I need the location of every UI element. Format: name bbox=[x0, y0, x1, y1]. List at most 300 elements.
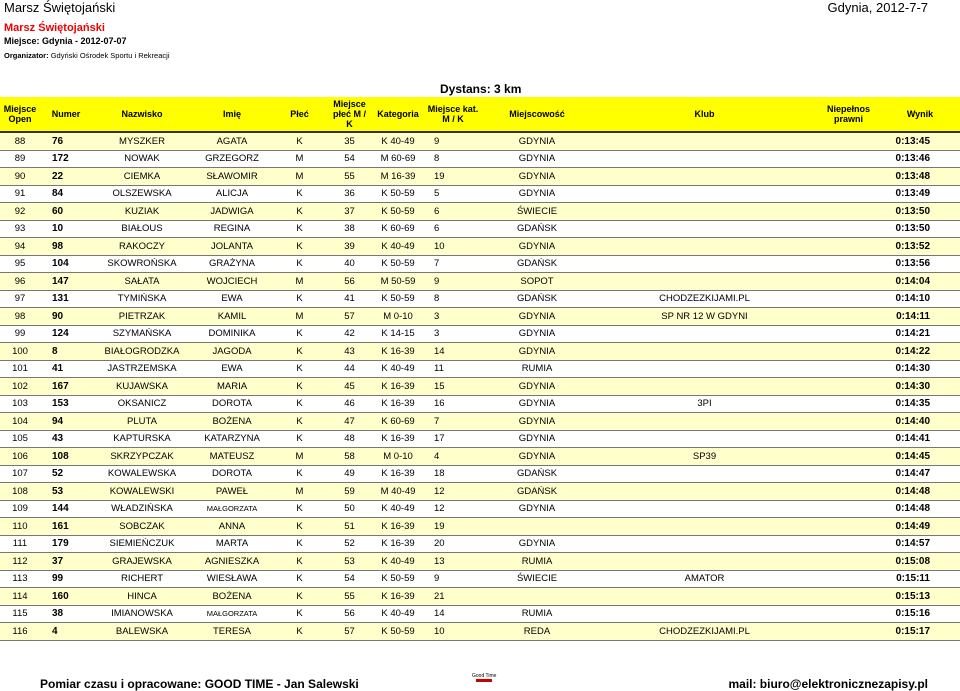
cell-place-open: 95 bbox=[0, 255, 40, 273]
cell-sex: M bbox=[272, 448, 327, 466]
cell-place-open: 97 bbox=[0, 290, 40, 308]
cell-sex: K bbox=[272, 570, 327, 588]
column-header-disability: Niepełnos prawni bbox=[817, 97, 880, 132]
cell-first-name: DOMINIKA bbox=[192, 325, 272, 343]
cell-disability bbox=[817, 168, 880, 186]
cell-town: GDYNIA bbox=[482, 150, 592, 168]
cell-place-sex: 54 bbox=[327, 150, 372, 168]
cell-place-category: 9 bbox=[424, 273, 482, 291]
table-row bbox=[0, 395, 960, 413]
cell-disability bbox=[817, 605, 880, 623]
cell-disability bbox=[817, 360, 880, 378]
cell-place-category: 15 bbox=[424, 378, 482, 396]
cell-disability bbox=[817, 518, 880, 536]
cell-category: M 0-10 bbox=[372, 308, 424, 326]
column-header-place-open: Miejsce Open bbox=[0, 97, 40, 132]
cell-place-sex: 46 bbox=[327, 395, 372, 413]
cell-place-sex: 51 bbox=[327, 518, 372, 536]
cell-category: K 16-39 bbox=[372, 343, 424, 361]
cell-place-open: 93 bbox=[0, 220, 40, 238]
cell-sex: K bbox=[272, 203, 327, 221]
cell-town: GDYNIA bbox=[482, 430, 592, 448]
column-header-bib-number: Numer bbox=[40, 97, 92, 132]
cell-disability bbox=[817, 448, 880, 466]
cell-town: GDYNIA bbox=[482, 378, 592, 396]
cell-club bbox=[592, 238, 817, 256]
table-row bbox=[0, 203, 960, 221]
cell-disability bbox=[817, 203, 880, 221]
cell-first-name: KAMIL bbox=[192, 308, 272, 326]
table-header-row bbox=[0, 97, 960, 132]
cell-sex: K bbox=[272, 500, 327, 518]
cell-bib-number: 161 bbox=[40, 518, 92, 536]
cell-place-category: 14 bbox=[424, 343, 482, 361]
cell-category: K 50-59 bbox=[372, 255, 424, 273]
cell-first-name: JOLANTA bbox=[192, 238, 272, 256]
cell-place-category: 19 bbox=[424, 518, 482, 536]
logo-bar bbox=[476, 679, 492, 682]
cell-first-name: ALICJA bbox=[192, 185, 272, 203]
cell-town bbox=[482, 518, 592, 536]
event-place: Miejsce: Gdynia - 2012-07-07 bbox=[4, 36, 127, 46]
cell-town: GDYNIA bbox=[482, 325, 592, 343]
cell-sex: K bbox=[272, 465, 327, 483]
cell-first-name: WOJCIECH bbox=[192, 273, 272, 291]
table-row bbox=[0, 150, 960, 168]
cell-category: K 14-15 bbox=[372, 325, 424, 343]
table-row bbox=[0, 500, 960, 518]
cell-place-category: 17 bbox=[424, 430, 482, 448]
cell-sex: K bbox=[272, 588, 327, 606]
cell-town: ŚWIECIE bbox=[482, 203, 592, 221]
cell-club bbox=[592, 500, 817, 518]
cell-sex: K bbox=[272, 132, 327, 150]
cell-sex: K bbox=[272, 343, 327, 361]
cell-category: M 60-69 bbox=[372, 150, 424, 168]
cell-bib-number: 147 bbox=[40, 273, 92, 291]
cell-sex: K bbox=[272, 605, 327, 623]
cell-club: SP NR 12 W GDYNI bbox=[592, 308, 817, 326]
cell-category: K 50-59 bbox=[372, 290, 424, 308]
column-header-town: Miejscowość bbox=[482, 97, 592, 132]
cell-town: GDAŃSK bbox=[482, 290, 592, 308]
cell-club bbox=[592, 483, 817, 501]
cell-bib-number: 41 bbox=[40, 360, 92, 378]
place-date: Gdynia, 2012-7-7 bbox=[827, 0, 928, 15]
organizer-label: Organizator: bbox=[4, 51, 49, 60]
cell-place-category: 8 bbox=[424, 150, 482, 168]
cell-place-open: 102 bbox=[0, 378, 40, 396]
cell-bib-number: 4 bbox=[40, 623, 92, 641]
cell-place-sex: 54 bbox=[327, 570, 372, 588]
cell-result: 0:15:08 bbox=[880, 553, 960, 571]
cell-result: 0:14:10 bbox=[880, 290, 960, 308]
cell-category: M 40-49 bbox=[372, 483, 424, 501]
cell-bib-number: 84 bbox=[40, 185, 92, 203]
cell-place-category: 14 bbox=[424, 605, 482, 623]
cell-sex: K bbox=[272, 413, 327, 431]
cell-place-open: 91 bbox=[0, 185, 40, 203]
cell-bib-number: 172 bbox=[40, 150, 92, 168]
cell-first-name: DOROTA bbox=[192, 465, 272, 483]
cell-result: 0:14:22 bbox=[880, 343, 960, 361]
cell-disability bbox=[817, 413, 880, 431]
cell-place-open: 104 bbox=[0, 413, 40, 431]
column-header-sex: Płeć bbox=[272, 97, 327, 132]
cell-category: K 16-39 bbox=[372, 378, 424, 396]
cell-category: K 60-69 bbox=[372, 413, 424, 431]
cell-surname: KAPTURSKA bbox=[92, 430, 192, 448]
cell-disability bbox=[817, 150, 880, 168]
cell-first-name: AGNIESZKA bbox=[192, 553, 272, 571]
cell-town: SOPOT bbox=[482, 273, 592, 291]
cell-bib-number: 76 bbox=[40, 132, 92, 150]
cell-result: 0:13:56 bbox=[880, 255, 960, 273]
cell-result: 0:13:48 bbox=[880, 168, 960, 186]
cell-disability bbox=[817, 343, 880, 361]
cell-place-category: 21 bbox=[424, 588, 482, 606]
cell-first-name: GRAŻYNA bbox=[192, 255, 272, 273]
cell-first-name: DOROTA bbox=[192, 395, 272, 413]
cell-category: K 16-39 bbox=[372, 395, 424, 413]
cell-place-sex: 56 bbox=[327, 273, 372, 291]
cell-bib-number: 104 bbox=[40, 255, 92, 273]
cell-place-sex: 37 bbox=[327, 203, 372, 221]
cell-bib-number: 179 bbox=[40, 535, 92, 553]
cell-bib-number: 124 bbox=[40, 325, 92, 343]
table-row bbox=[0, 378, 960, 396]
cell-place-sex: 35 bbox=[327, 132, 372, 150]
cell-club: 3PI bbox=[592, 395, 817, 413]
cell-place-open: 110 bbox=[0, 518, 40, 536]
cell-town: RUMIA bbox=[482, 360, 592, 378]
cell-category: M 0-10 bbox=[372, 448, 424, 466]
cell-first-name: TERESA bbox=[192, 623, 272, 641]
cell-place-open: 100 bbox=[0, 343, 40, 361]
cell-bib-number: 160 bbox=[40, 588, 92, 606]
cell-place-category: 7 bbox=[424, 413, 482, 431]
table-row bbox=[0, 343, 960, 361]
cell-place-category: 11 bbox=[424, 360, 482, 378]
cell-category: K 50-59 bbox=[372, 623, 424, 641]
cell-surname: WŁADZIŃSKA bbox=[92, 500, 192, 518]
cell-result: 0:15:16 bbox=[880, 605, 960, 623]
cell-sex: M bbox=[272, 150, 327, 168]
cell-club bbox=[592, 150, 817, 168]
cell-bib-number: 8 bbox=[40, 343, 92, 361]
cell-result: 0:14:57 bbox=[880, 535, 960, 553]
cell-place-category: 18 bbox=[424, 465, 482, 483]
cell-category: K 16-39 bbox=[372, 430, 424, 448]
cell-club bbox=[592, 588, 817, 606]
cell-place-open: 113 bbox=[0, 570, 40, 588]
cell-club bbox=[592, 273, 817, 291]
table-row bbox=[0, 465, 960, 483]
cell-place-category: 12 bbox=[424, 500, 482, 518]
cell-category: K 40-49 bbox=[372, 500, 424, 518]
cell-place-category: 12 bbox=[424, 483, 482, 501]
cell-town: GDAŃSK bbox=[482, 483, 592, 501]
logo-text: Good Time bbox=[472, 673, 497, 679]
cell-result: 0:14:35 bbox=[880, 395, 960, 413]
cell-surname: IMIANOWSKA bbox=[92, 605, 192, 623]
table-row bbox=[0, 220, 960, 238]
cell-bib-number: 38 bbox=[40, 605, 92, 623]
cell-category: K 40-49 bbox=[372, 360, 424, 378]
cell-disability bbox=[817, 623, 880, 641]
cell-town: GDYNIA bbox=[482, 500, 592, 518]
cell-surname: RICHERT bbox=[92, 570, 192, 588]
cell-town: GDAŃSK bbox=[482, 465, 592, 483]
cell-disability bbox=[817, 290, 880, 308]
results-table bbox=[0, 97, 960, 641]
cell-place-sex: 36 bbox=[327, 185, 372, 203]
cell-place-sex: 59 bbox=[327, 483, 372, 501]
cell-place-sex: 44 bbox=[327, 360, 372, 378]
cell-place-open: 112 bbox=[0, 553, 40, 571]
cell-place-category: 3 bbox=[424, 308, 482, 326]
event-organizer bbox=[4, 51, 169, 60]
cell-club bbox=[592, 465, 817, 483]
cell-club bbox=[592, 360, 817, 378]
cell-place-category: 20 bbox=[424, 535, 482, 553]
cell-first-name: ANNA bbox=[192, 518, 272, 536]
cell-disability bbox=[817, 553, 880, 571]
cell-category: K 40-49 bbox=[372, 553, 424, 571]
cell-result: 0:14:47 bbox=[880, 465, 960, 483]
cell-surname: BALEWSKA bbox=[92, 623, 192, 641]
cell-town: GDYNIA bbox=[482, 448, 592, 466]
cell-category: K 16-39 bbox=[372, 465, 424, 483]
cell-disability bbox=[817, 483, 880, 501]
cell-first-name: GRZEGORZ bbox=[192, 150, 272, 168]
cell-town: GDAŃSK bbox=[482, 255, 592, 273]
cell-result: 0:14:04 bbox=[880, 273, 960, 291]
cell-category: K 40-49 bbox=[372, 132, 424, 150]
cell-town: GDYNIA bbox=[482, 343, 592, 361]
cell-place-open: 90 bbox=[0, 168, 40, 186]
table-row bbox=[0, 325, 960, 343]
cell-club: CHODZEZKIJAMI.PL bbox=[592, 623, 817, 641]
cell-town: GDYNIA bbox=[482, 413, 592, 431]
race-name: Marsz Świętojański bbox=[4, 0, 116, 15]
cell-place-sex: 43 bbox=[327, 343, 372, 361]
cell-bib-number: 43 bbox=[40, 430, 92, 448]
cell-surname: OLSZEWSKA bbox=[92, 185, 192, 203]
cell-place-open: 88 bbox=[0, 132, 40, 150]
cell-place-category: 10 bbox=[424, 623, 482, 641]
cell-result: 0:14:41 bbox=[880, 430, 960, 448]
cell-first-name: PAWEŁ bbox=[192, 483, 272, 501]
cell-place-open: 107 bbox=[0, 465, 40, 483]
cell-place-category: 7 bbox=[424, 255, 482, 273]
cell-sex: K bbox=[272, 325, 327, 343]
cell-first-name: JAGODA bbox=[192, 343, 272, 361]
cell-town: ŚWIECIE bbox=[482, 570, 592, 588]
cell-place-category: 19 bbox=[424, 168, 482, 186]
cell-first-name: SŁAWOMIR bbox=[192, 168, 272, 186]
cell-category: K 40-49 bbox=[372, 605, 424, 623]
cell-category: K 16-39 bbox=[372, 588, 424, 606]
cell-club bbox=[592, 343, 817, 361]
table-row bbox=[0, 535, 960, 553]
cell-club bbox=[592, 132, 817, 150]
cell-club bbox=[592, 605, 817, 623]
cell-surname: SKRZYPCZAK bbox=[92, 448, 192, 466]
cell-sex: M bbox=[272, 308, 327, 326]
cell-first-name: MATEUSZ bbox=[192, 448, 272, 466]
cell-bib-number: 22 bbox=[40, 168, 92, 186]
cell-bib-number: 167 bbox=[40, 378, 92, 396]
cell-place-category: 3 bbox=[424, 325, 482, 343]
cell-disability bbox=[817, 325, 880, 343]
cell-place-sex: 40 bbox=[327, 255, 372, 273]
cell-surname: SIEMIEŃCZUK bbox=[92, 535, 192, 553]
cell-surname: PLUTA bbox=[92, 413, 192, 431]
cell-first-name: WIESŁAWA bbox=[192, 570, 272, 588]
cell-result: 0:15:17 bbox=[880, 623, 960, 641]
cell-result: 0:14:30 bbox=[880, 360, 960, 378]
cell-disability bbox=[817, 430, 880, 448]
cell-place-category: 5 bbox=[424, 185, 482, 203]
cell-disability bbox=[817, 308, 880, 326]
cell-place-open: 105 bbox=[0, 430, 40, 448]
cell-place-sex: 45 bbox=[327, 378, 372, 396]
cell-place-open: 89 bbox=[0, 150, 40, 168]
cell-sex: K bbox=[272, 220, 327, 238]
cell-place-sex: 47 bbox=[327, 413, 372, 431]
cell-sex: K bbox=[272, 185, 327, 203]
cell-bib-number: 94 bbox=[40, 413, 92, 431]
cell-disability bbox=[817, 570, 880, 588]
cell-place-sex: 39 bbox=[327, 238, 372, 256]
column-header-category: Kategoria bbox=[372, 97, 424, 132]
cell-surname: OKSANICZ bbox=[92, 395, 192, 413]
cell-place-category: 6 bbox=[424, 220, 482, 238]
cell-club: SP39 bbox=[592, 448, 817, 466]
cell-first-name: MARIA bbox=[192, 378, 272, 396]
cell-club bbox=[592, 413, 817, 431]
cell-result: 0:13:50 bbox=[880, 203, 960, 221]
cell-disability bbox=[817, 220, 880, 238]
cell-place-sex: 48 bbox=[327, 430, 372, 448]
cell-result: 0:14:21 bbox=[880, 325, 960, 343]
cell-town: GDYNIA bbox=[482, 185, 592, 203]
cell-place-sex: 57 bbox=[327, 308, 372, 326]
table-row bbox=[0, 413, 960, 431]
cell-surname: KOWALEWSKA bbox=[92, 465, 192, 483]
cell-surname: SKOWROŃSKA bbox=[92, 255, 192, 273]
cell-disability bbox=[817, 588, 880, 606]
distance-label: Dystans: 3 km bbox=[440, 82, 522, 96]
cell-category: K 16-39 bbox=[372, 535, 424, 553]
cell-result: 0:13:46 bbox=[880, 150, 960, 168]
cell-bib-number: 37 bbox=[40, 553, 92, 571]
cell-sex: M bbox=[272, 483, 327, 501]
cell-town: REDA bbox=[482, 623, 592, 641]
cell-club: AMATOR bbox=[592, 570, 817, 588]
cell-sex: K bbox=[272, 238, 327, 256]
cell-result: 0:14:48 bbox=[880, 483, 960, 501]
page-footer bbox=[0, 673, 960, 691]
cell-category: K 50-59 bbox=[372, 185, 424, 203]
cell-category: M 50-59 bbox=[372, 273, 424, 291]
table-row bbox=[0, 448, 960, 466]
cell-result: 0:15:13 bbox=[880, 588, 960, 606]
cell-bib-number: 99 bbox=[40, 570, 92, 588]
cell-sex: M bbox=[272, 168, 327, 186]
column-header-club: Klub bbox=[592, 97, 817, 132]
cell-first-name: KATARZYNA bbox=[192, 430, 272, 448]
cell-place-sex: 52 bbox=[327, 535, 372, 553]
cell-surname: RAKOCZY bbox=[92, 238, 192, 256]
cell-place-open: 103 bbox=[0, 395, 40, 413]
cell-surname: HINCA bbox=[92, 588, 192, 606]
cell-sex: K bbox=[272, 518, 327, 536]
cell-result: 0:14:11 bbox=[880, 308, 960, 326]
cell-sex: K bbox=[272, 360, 327, 378]
cell-sex: K bbox=[272, 395, 327, 413]
cell-category: K 50-59 bbox=[372, 203, 424, 221]
cell-place-sex: 50 bbox=[327, 500, 372, 518]
cell-place-open: 116 bbox=[0, 623, 40, 641]
cell-place-open: 111 bbox=[0, 535, 40, 553]
cell-result: 0:14:49 bbox=[880, 518, 960, 536]
table-row bbox=[0, 255, 960, 273]
footer-email: mail: biuro@elektronicznezapisy.pl bbox=[728, 677, 928, 691]
cell-bib-number: 53 bbox=[40, 483, 92, 501]
cell-club bbox=[592, 378, 817, 396]
cell-club bbox=[592, 430, 817, 448]
cell-club bbox=[592, 220, 817, 238]
cell-surname: KUZIAK bbox=[92, 203, 192, 221]
cell-surname: BIAŁOUS bbox=[92, 220, 192, 238]
cell-place-category: 10 bbox=[424, 238, 482, 256]
table-row bbox=[0, 132, 960, 150]
table-row bbox=[0, 605, 960, 623]
cell-surname: SOBCZAK bbox=[92, 518, 192, 536]
page-header-line bbox=[0, 0, 960, 18]
cell-surname: PIETRZAK bbox=[92, 308, 192, 326]
cell-club bbox=[592, 185, 817, 203]
table-row bbox=[0, 483, 960, 501]
cell-first-name: JADWIGA bbox=[192, 203, 272, 221]
cell-disability bbox=[817, 378, 880, 396]
cell-place-sex: 55 bbox=[327, 588, 372, 606]
cell-place-category: 8 bbox=[424, 290, 482, 308]
cell-club bbox=[592, 168, 817, 186]
cell-place-open: 101 bbox=[0, 360, 40, 378]
cell-place-category: 16 bbox=[424, 395, 482, 413]
cell-first-name: AGATA bbox=[192, 132, 272, 150]
cell-place-open: 109 bbox=[0, 500, 40, 518]
table-row bbox=[0, 185, 960, 203]
cell-disability bbox=[817, 395, 880, 413]
cell-first-name: BOŻENA bbox=[192, 588, 272, 606]
table-row bbox=[0, 623, 960, 641]
cell-town: GDYNIA bbox=[482, 308, 592, 326]
cell-disability bbox=[817, 465, 880, 483]
cell-result: 0:14:30 bbox=[880, 378, 960, 396]
cell-disability bbox=[817, 500, 880, 518]
cell-surname: TYMIŃSKA bbox=[92, 290, 192, 308]
cell-disability bbox=[817, 255, 880, 273]
cell-first-name: REGINA bbox=[192, 220, 272, 238]
cell-category: K 16-39 bbox=[372, 518, 424, 536]
cell-place-category: 4 bbox=[424, 448, 482, 466]
cell-surname: KOWALEWSKI bbox=[92, 483, 192, 501]
cell-place-sex: 55 bbox=[327, 168, 372, 186]
